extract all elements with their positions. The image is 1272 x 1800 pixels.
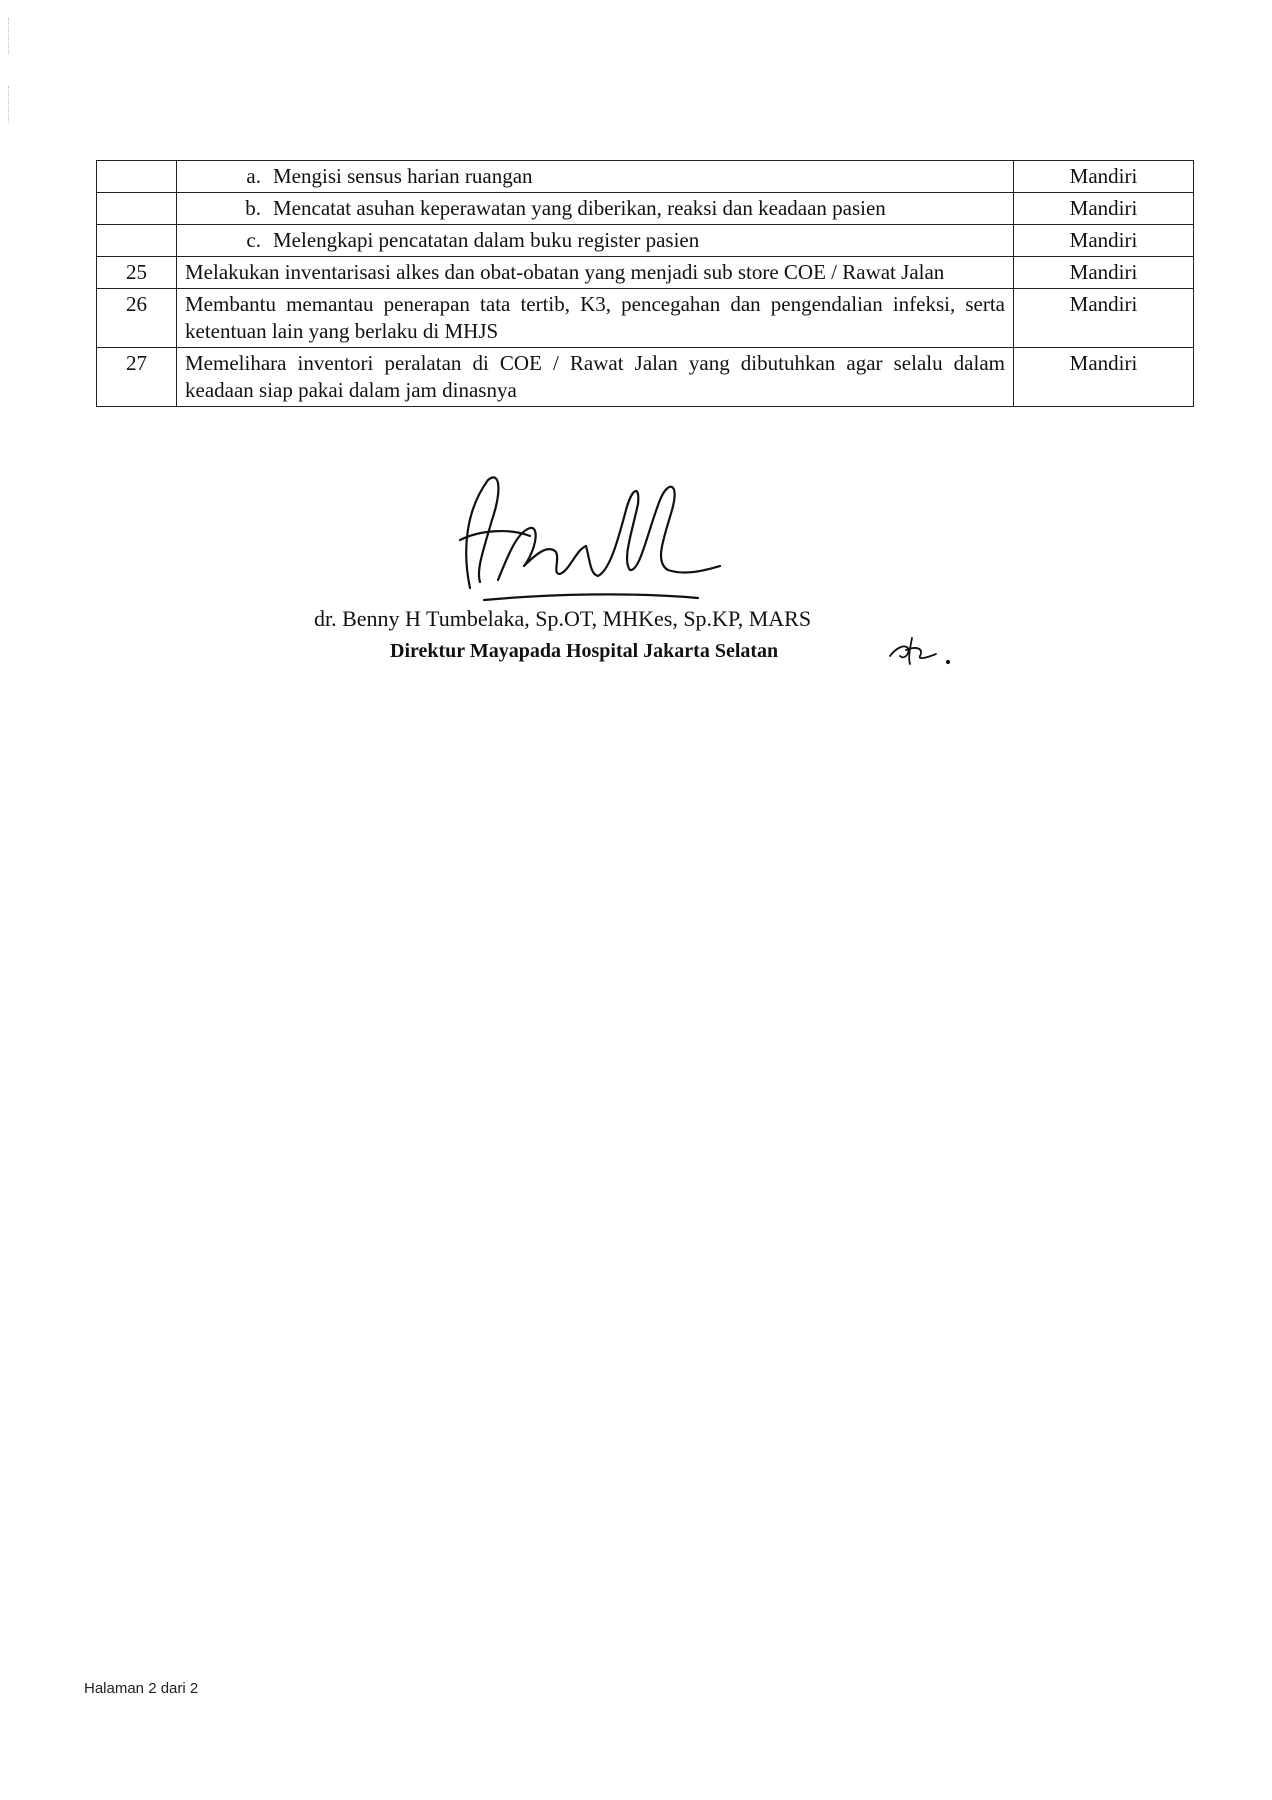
task-description: Membantu memantau penerapan tata tertib, K3, pencegahan dan pengendalian infeksi, serta ketentuan lain yang berlaku di MHJS [177,289,1014,348]
task-status: Mandiri [1014,193,1194,225]
row-number: 25 [97,257,177,289]
table-row [97,193,1194,225]
page-footer: Halaman 2 dari 2 [84,1680,199,1697]
task-description: Memelihara inventori peralatan di COE / Rawat Jalan yang dibutuhkan agar selalu dalam keadaan siap pakai dalam jam dinasnya [177,348,1014,407]
task-table [96,160,1194,407]
row-number [97,193,177,225]
sub-item-marker: b. [245,196,261,220]
task-text: Mencatat asuhan keperawatan yang diberikan, reaksi dan keadaan pasien [273,196,886,220]
scan-mark [8,86,10,122]
signatory-name: dr. Benny H Tumbelaka, Sp.OT, MHKes, Sp.KP, MARS [314,606,812,631]
row-number: 26 [97,289,177,348]
table-row [97,161,1194,193]
task-status: Mandiri [1014,225,1194,257]
task-status: Mandiri [1014,257,1194,289]
sub-item-marker: a. [246,164,261,188]
signatory-title: Direktur Mayapada Hospital Jakarta Selatan [390,640,779,662]
row-number: 27 [97,348,177,407]
task-description [177,193,1014,225]
task-text: Mengisi sensus harian ruangan [273,164,533,188]
sub-item-marker: c. [246,228,261,252]
row-number [97,225,177,257]
table-row [97,348,1194,407]
task-description [177,225,1014,257]
task-status: Mandiri [1014,289,1194,348]
row-number [97,161,177,193]
task-description: Melakukan inventarisasi alkes dan obat-obatan yang menjadi sub store COE / Rawat Jalan [177,257,1014,289]
table-row [97,225,1194,257]
table-row [97,257,1194,289]
task-status: Mandiri [1014,161,1194,193]
task-description [177,161,1014,193]
task-text: Melengkapi pencatatan dalam buku register pasien [273,228,700,252]
table-row [97,289,1194,348]
task-status: Mandiri [1014,348,1194,407]
scan-mark [8,18,10,54]
handwritten-signature [440,470,730,610]
initial-paraf [886,632,956,668]
